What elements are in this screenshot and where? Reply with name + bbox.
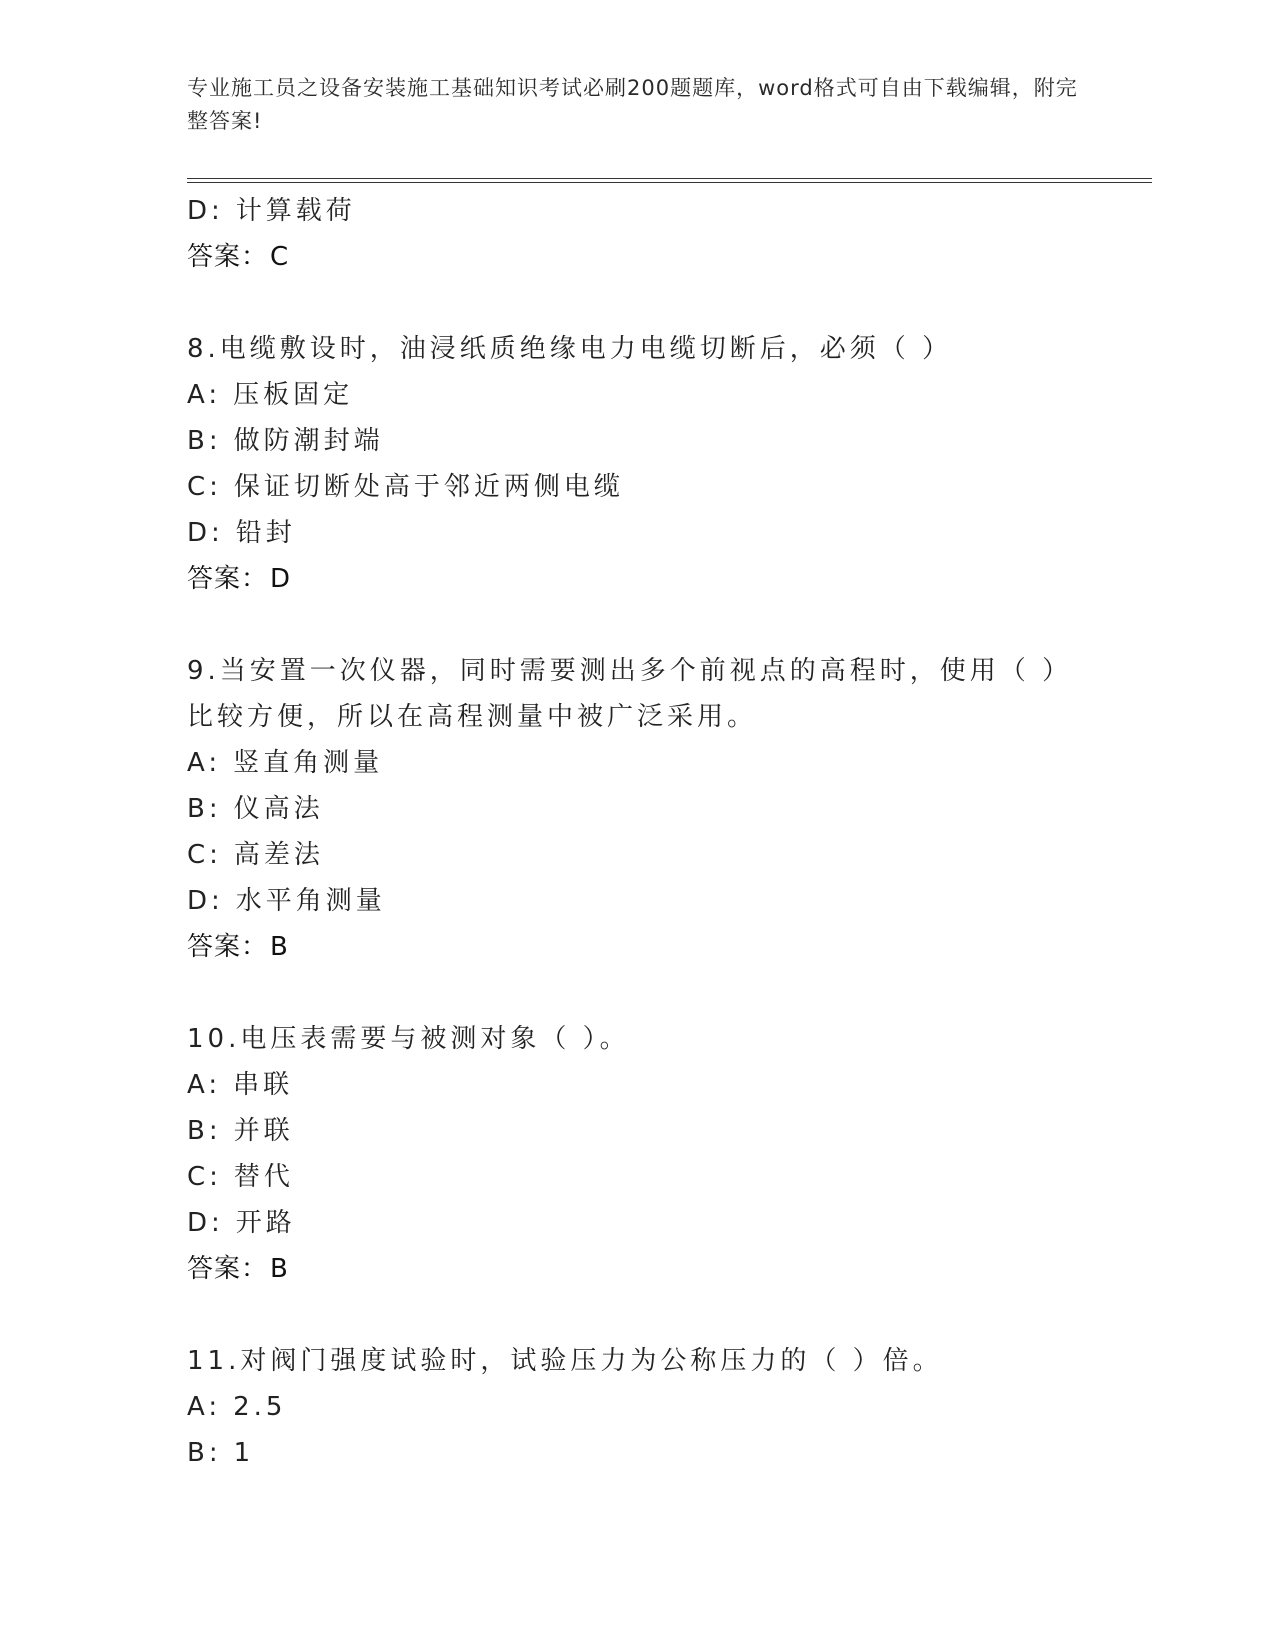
- option-text: 仪高法: [233, 794, 324, 824]
- option-text: 替代: [233, 1162, 294, 1192]
- question-text: 11.对阀门强度试验时，试验压力为公称压力的（ ）倍。: [187, 1346, 943, 1376]
- answer-label: 答案：: [187, 242, 269, 272]
- question-list: [187, 188, 1087, 1476]
- answer-line: [187, 1246, 1087, 1292]
- question-block: [187, 188, 1087, 280]
- option-letter: D:: [187, 886, 224, 916]
- option-letter: A:: [187, 1070, 222, 1100]
- question-text: 10.电压表需要与被测对象（ ）。: [187, 1024, 630, 1054]
- option-a: [187, 740, 1087, 786]
- option-text: 并联: [233, 1116, 294, 1146]
- answer-label: 答案：: [187, 564, 269, 594]
- option-c: [187, 832, 1087, 878]
- option-letter: D:: [187, 1208, 224, 1238]
- option-text: 开路: [235, 1208, 296, 1238]
- answer-value: B: [270, 932, 289, 962]
- option-a: [187, 1384, 1087, 1430]
- option-a: [187, 372, 1087, 418]
- answer-value: D: [270, 564, 292, 594]
- option-a: [187, 1062, 1087, 1108]
- answer-line: [187, 924, 1087, 970]
- answer-line: [187, 556, 1087, 602]
- option-letter: C:: [187, 472, 222, 502]
- question-block: [187, 326, 1087, 602]
- option-letter: A:: [187, 748, 222, 778]
- option-d: [187, 878, 1087, 924]
- option-text: 保证切断处高于邻近两侧电缆: [233, 472, 624, 502]
- document-header: 专业施工员之设备安装施工基础知识考试必刷200题题库，word格式可自由下载编辑，附完整答案!: [187, 76, 1078, 133]
- option-letter: B:: [187, 1116, 222, 1146]
- header-divider: [187, 178, 1152, 183]
- option-letter: A:: [187, 380, 222, 410]
- answer-label: 答案：: [187, 932, 269, 962]
- answer-value: B: [270, 1254, 289, 1284]
- option-letter: A:: [187, 1392, 222, 1422]
- question-block: [187, 1016, 1087, 1292]
- option-text: 串联: [233, 1070, 294, 1100]
- question-block: [187, 648, 1087, 970]
- option-letter: D:: [187, 518, 224, 548]
- option-b: [187, 418, 1087, 464]
- answer-label: 答案：: [187, 1254, 269, 1284]
- option-letter: B:: [187, 794, 222, 824]
- option-text: 竖直角测量: [233, 748, 384, 778]
- option-letter: B:: [187, 426, 222, 456]
- question-text: 8.电缆敷设时，油浸纸质绝缘电力电缆切断后，必须（ ）: [187, 334, 953, 364]
- option-letter: C:: [187, 840, 222, 870]
- option-b: [187, 1430, 1087, 1476]
- option-text: 2.5: [233, 1392, 287, 1422]
- option-text: 计算载荷: [235, 196, 356, 226]
- option-letter: B:: [187, 1438, 222, 1468]
- option-text: 高差法: [233, 840, 324, 870]
- option-d: [187, 1200, 1087, 1246]
- option-text: 铅封: [235, 518, 296, 548]
- option-text: 1: [233, 1438, 255, 1468]
- option-c: [187, 464, 1087, 510]
- option-text: 做防潮封端: [233, 426, 384, 456]
- option-letter: D:: [187, 196, 224, 226]
- option-b: [187, 786, 1087, 832]
- question-text: 9.当安置一次仪器，同时需要测出多个前视点的高程时，使用（ ）比较方便，所以在高程测量中被广泛采用。: [187, 656, 1073, 732]
- option-d: [187, 510, 1087, 556]
- option-letter: C:: [187, 1162, 222, 1192]
- option-c: [187, 1154, 1087, 1200]
- question-block: [187, 1338, 1087, 1476]
- answer-value: C: [270, 242, 290, 272]
- option-text: 水平角测量: [235, 886, 386, 916]
- answer-line: [187, 234, 1087, 280]
- option-b: [187, 1108, 1087, 1154]
- option-d: [187, 188, 1087, 234]
- option-text: 压板固定: [233, 380, 354, 410]
